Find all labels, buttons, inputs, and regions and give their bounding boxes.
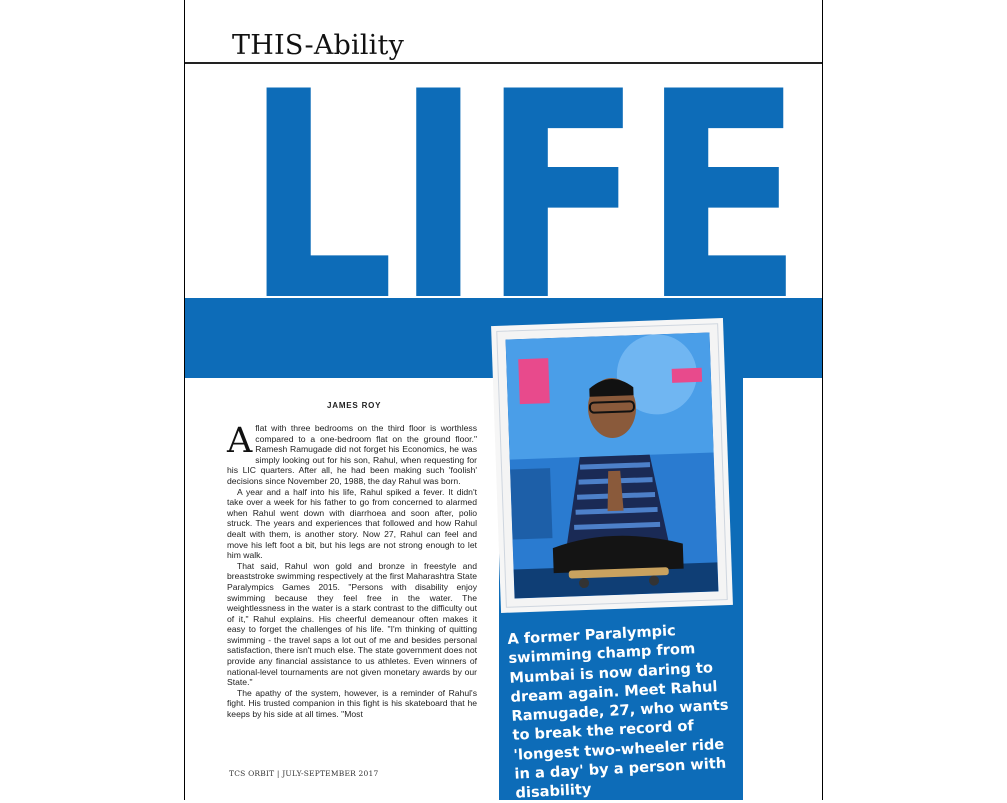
photo-illustration bbox=[506, 333, 719, 599]
article-body bbox=[227, 423, 477, 720]
page-left-edge bbox=[184, 0, 185, 800]
headline-text: LIFE bbox=[245, 60, 803, 326]
article-paragraph: The apathy of the system, however, is a reminder of Rahul's fight. His trusted companion in this fight is his skateboard that he keeps by his side at all times. "Most bbox=[227, 687, 477, 720]
article-paragraph: That said, Rahul won gold and bronze in freestyle and breaststroke swimming respectively at the first Maharashtra State Paralympics Games 2015. "Persons with disability enjoy swimming because they feel free in the water. The weightlessness in the water is a stark contrast to the difficulty out of it," Rahul explains. His cheerful demeanour often makes it easy to forget the challenges of his life. "I'm thinking of quitting swimming - the travel saps a lot out of me and besides personal satisfaction, there isn't much else. The state government does not provide any financial assistance to us athletes. Even winners of national-level tournaments are not given monetary awards by our State." bbox=[227, 560, 477, 688]
byline: JAMES ROY bbox=[327, 401, 382, 410]
rahul-photo bbox=[506, 333, 719, 599]
article-paragraph: A year and a half into his life, Rahul spiked a fever. It didn't take over a week for his father to go from concerned to alarmed when Rahul went down with diarrhoea and soon after, polio struck. The years and experiences that followed and how Rahul dealt with them, is another story. Now 27, Rahul can feel and move his left foot a bit, but his legs are not strong enough to let him walk. bbox=[227, 486, 477, 561]
article-paragraph: A flat with three bedrooms on the third floor is worthless compared to a one-bedroom flat on the ground floor." Ramesh Ramugade did not forget his Economics, he was simply looking out for his son, Rahul, when requesting for his LIC quarters. After all, he had been making such 'foolish' decisions since November 20, 1988, the day Rahul was born. bbox=[227, 421, 477, 486]
headline-life bbox=[245, 60, 805, 326]
photo-frame bbox=[496, 323, 728, 608]
page-footer: TCS ORBIT | JULY-SEPTEMBER 2017 bbox=[229, 769, 379, 778]
drop-cap: A bbox=[227, 421, 253, 461]
pull-quote: A former Paralympic swimming champ from Mumbai is now daring to dream again. Meet Rahul Ramugade, 27, who wants to break the record of 'longest two-wheeler ride in a day' by a person with disability bbox=[507, 622, 729, 803]
page-right-edge bbox=[822, 0, 823, 800]
section-title: THIS-Ability bbox=[232, 30, 405, 61]
